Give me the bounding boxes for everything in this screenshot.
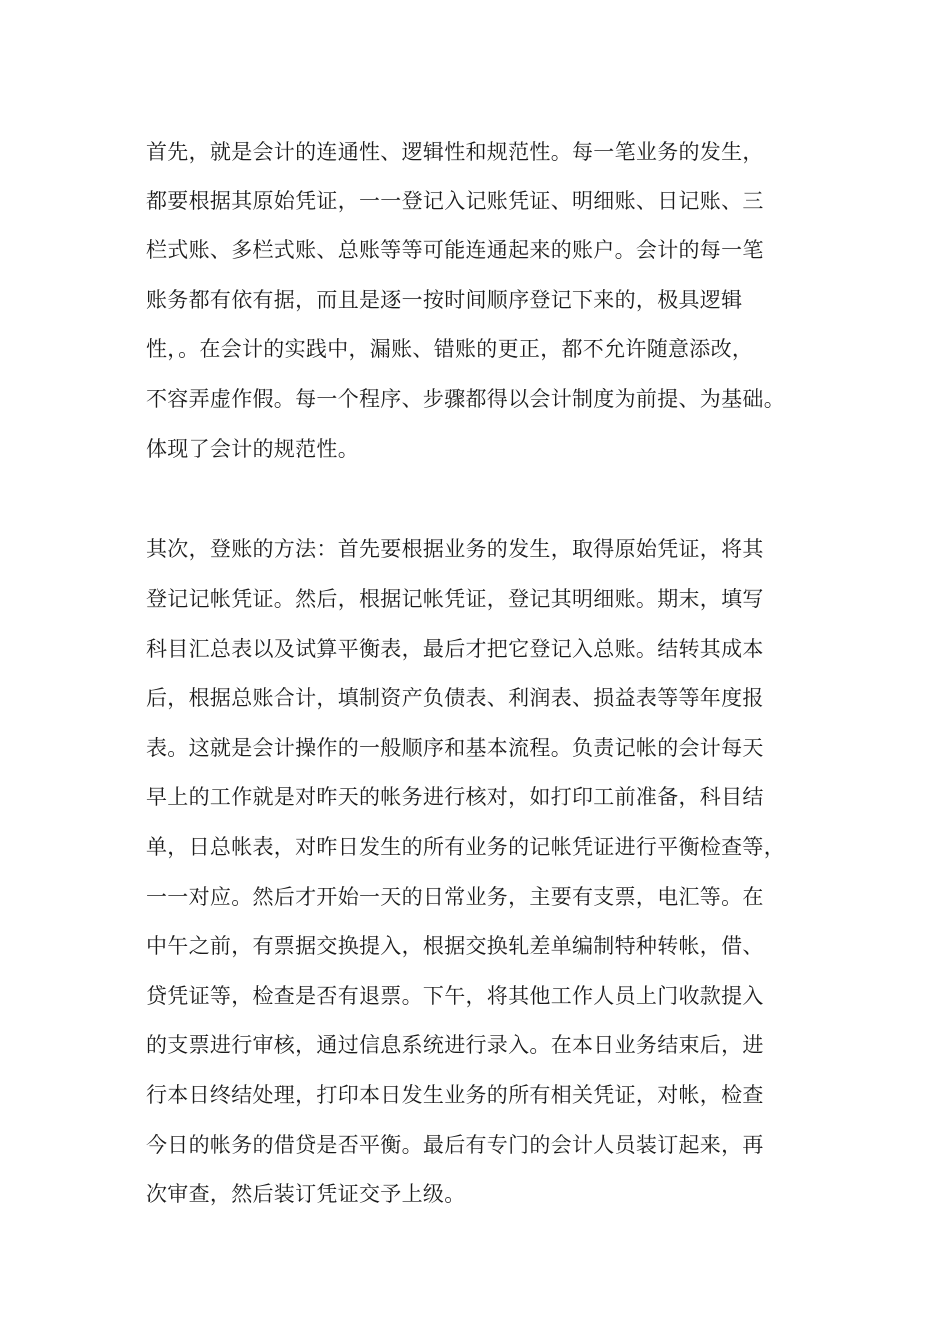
- paragraph-2-line-2: 登记记帐凭证。然后，根据记帐凭证，登记其明细账。期末，填写: [146, 587, 764, 611]
- paragraph-2-line-4: 后，根据总账合计，填制资产负债表、利润表、损益表等等年度报: [146, 686, 764, 710]
- paragraph-1-line-5: 性，。在会计的实践中，漏账、错账的更正，都不允许随意添改，: [146, 337, 754, 361]
- paragraph-2-line-10: 贷凭证等，检查是否有退票。下午，将其他工作人员上门收款提入: [146, 984, 764, 1008]
- paragraph-2-line-12: 行本日终结处理，打印本日发生业务的所有相关凭证，对帐，检查: [146, 1083, 764, 1107]
- paragraph-2-line-14: 次审查，然后装订凭证交予上级。: [146, 1182, 466, 1206]
- paragraph-2-line-13: 今日的帐务的借贷是否平衡。最后有专门的会计人员装订起来，再: [146, 1133, 764, 1157]
- paragraph-2-line-3: 科目汇总表以及试算平衡表，最后才把它登记入总账。结转其成本: [146, 637, 764, 661]
- paragraph-2-line-8: 一一对应。然后才开始一天的日常业务，主要有支票，电汇等。在: [146, 885, 764, 909]
- paragraph-2-line-1: 其次，登账的方法：首先要根据业务的发生，取得原始凭证，将其: [146, 537, 764, 561]
- paragraph-1-line-2: 都要根据其原始凭证，一一登记入记账凭证、明细账、日记账、三: [146, 189, 764, 213]
- paragraph-2-line-7: 单，日总帐表，对昨日发生的所有业务的记帐凭证进行平衡检查等，: [146, 835, 785, 859]
- paragraph-2-line-11: 的支票进行审核，通过信息系统进行录入。在本日业务结束后，进: [146, 1033, 764, 1057]
- paragraph-2-line-5: 表。这就是会计操作的一般顺序和基本流程。负责记帐的会计每天: [146, 736, 764, 760]
- paragraph-1-line-7: 体现了会计的规范性。: [146, 437, 359, 461]
- paragraph-1-line-3: 栏式账、多栏式账、总账等等可能连通起来的账户。会计的每一笔: [146, 238, 764, 262]
- paragraph-1-line-6: 不容弄虚作假。每一个程序、步骤都得以会计制度为前提、为基础。: [146, 387, 785, 411]
- paragraph-2-line-9: 中午之前，有票据交换提入，根据交换轧差单编制特种转帐，借、: [146, 934, 764, 958]
- paragraph-1-line-4: 账务都有依有据，而且是逐一按时间顺序登记下来的，极具逻辑: [146, 288, 743, 312]
- paragraph-1-line-1: 首先，就是会计的连通性、逻辑性和规范性。每一笔业务的发生，: [146, 140, 764, 164]
- paragraph-2-line-6: 早上的工作就是对昨天的帐务进行核对，如打印工前准备，科目结: [146, 785, 764, 809]
